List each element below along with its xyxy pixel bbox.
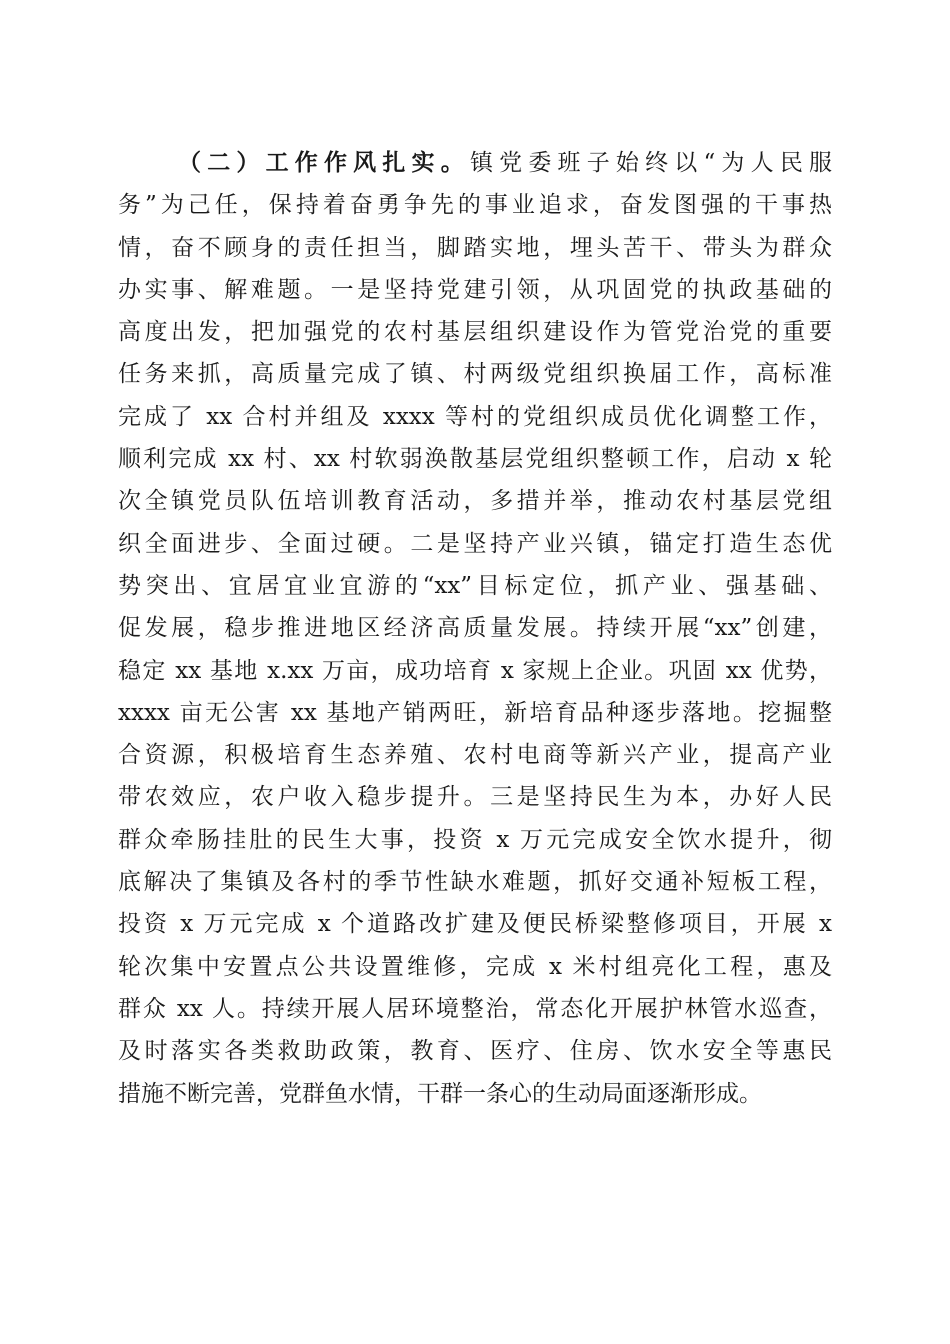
paragraph-line: 次全镇党员队伍培训教育活动，多措并举，推动农村基层党组 xyxy=(118,488,832,515)
paragraph-line: 群众牵肠挂肚的民生大事，投资 x 万元完成安全饮水提升，彻 xyxy=(118,826,832,853)
section-heading: （二）工作作风扎实。 xyxy=(178,150,470,176)
paragraph-line: 带农效应，农户收入稳步提升。三是坚持民生为本，办好人民 xyxy=(118,784,832,811)
paragraph-line: 情，奋不顾身的责任担当，脚踏实地，埋头苦干、带头为群众 xyxy=(118,234,832,261)
paragraph-line: 投资 x 万元完成 x 个道路改扩建及便民桥梁整修项目，开展 x xyxy=(118,911,832,938)
paragraph-line: 措施不断完善，党群鱼水情，干群一条心的生动局面逐渐形成。 xyxy=(118,1080,762,1107)
paragraph-line: 完成了 xx 合村并组及 xxxx 等村的党组织成员优化调整工作， xyxy=(118,403,832,430)
paragraph-line: 办实事、解难题。一是坚持党建引领，从巩固党的执政基础的 xyxy=(118,276,832,303)
paragraph-line: 合资源，积极培育生态养殖、农村电商等新兴产业，提高产业 xyxy=(118,742,832,769)
paragraph-line: 高度出发，把加强党的农村基层组织建设作为管党治党的重要 xyxy=(118,319,832,346)
body-paragraph xyxy=(118,142,832,1115)
paragraph-line: 顺利完成 xx 村、xx 村软弱涣散基层党组织整顿工作，启动 x 轮 xyxy=(118,446,832,473)
paragraph-line: 织全面进步、全面过硬。二是坚持产业兴镇，锚定打造生态优 xyxy=(118,530,832,557)
paragraph-line: 及时落实各类救助政策，教育、医疗、住房、饮水安全等惠民 xyxy=(118,1038,832,1065)
paragraph-line: 任务来抓，高质量完成了镇、村两级党组织换届工作，高标准 xyxy=(118,361,832,388)
paragraph-line: 底解决了集镇及各村的季节性缺水难题，抓好交通补短板工程， xyxy=(118,869,832,896)
paragraph-line: 轮次集中安置点公共设置维修，完成 x 米村组亮化工程，惠及 xyxy=(118,953,832,980)
paragraph-line: xxxx 亩无公害 xx 基地产销两旺，新培育品种逐步落地。挖掘整 xyxy=(118,699,832,726)
paragraph-line: 势突出、宜居宜业宜游的“xx”目标定位，抓产业、强基础、 xyxy=(118,572,832,599)
paragraph-line: 务”为己任，保持着奋勇争先的事业追求，奋发图强的干事热 xyxy=(118,192,832,219)
paragraph-line: 促发展，稳步推进地区经济高质量发展。持续开展“xx”创建， xyxy=(118,615,832,642)
paragraph-line: 群众 xx 人。持续开展人居环境整治，常态化开展护林管水巡查， xyxy=(118,995,832,1022)
paragraph-line: 稳定 xx 基地 x.xx 万亩，成功培育 x 家规上企业。巩固 xx 优势， xyxy=(118,657,832,684)
paragraph-line: （二）工作作风扎实。镇党委班子始终以“为人民服 xyxy=(178,150,833,176)
